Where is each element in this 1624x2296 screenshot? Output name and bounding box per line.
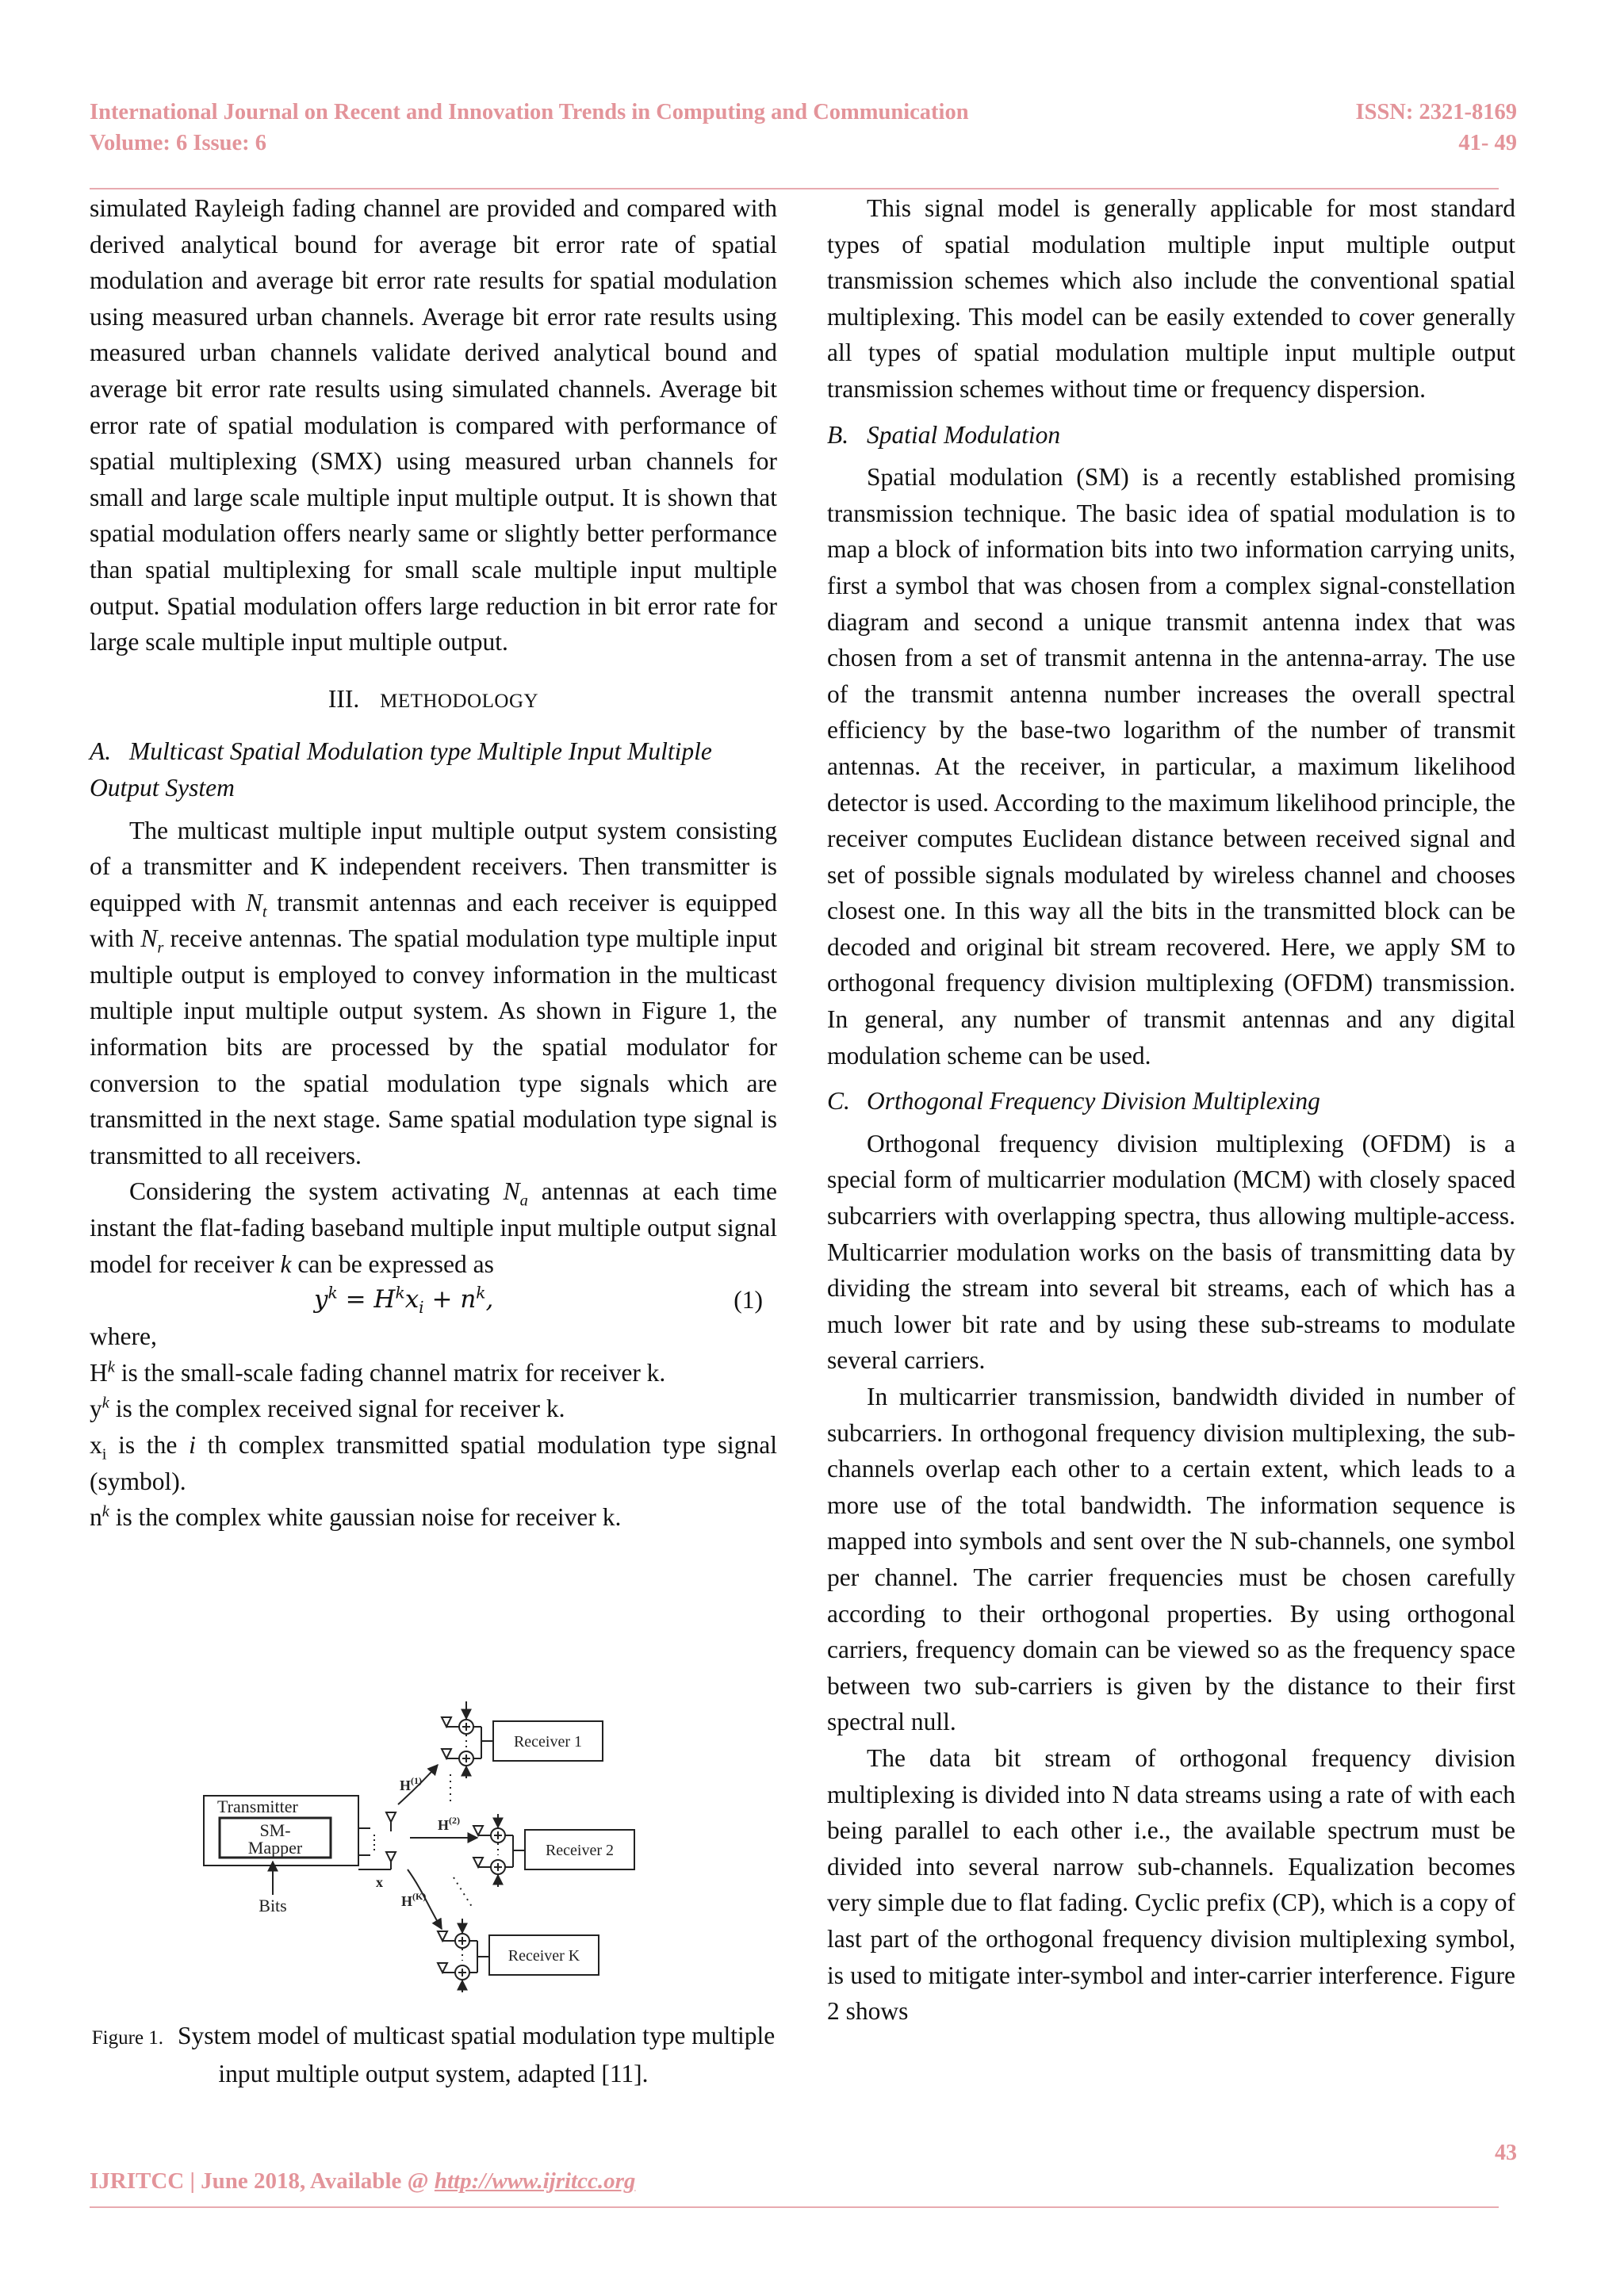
system-paragraph xyxy=(90,813,777,1174)
page-range: 41- 49 xyxy=(1458,131,1517,155)
def-symbol: y xyxy=(90,1395,102,1423)
footer-rule xyxy=(90,2206,1499,2208)
section-heading xyxy=(90,681,777,720)
footer-text: IJRITCC | June 2018, Available @ xyxy=(90,2168,435,2194)
nr-symbol xyxy=(140,924,164,957)
def-sub: i xyxy=(102,1445,107,1464)
eq-x: x xyxy=(404,1285,419,1314)
right-column xyxy=(827,190,1515,2030)
def-text: th complex transmitted spatial modulation type signal (symbol). xyxy=(90,1431,777,1495)
journal-issn: ISSN: 2321-8169 xyxy=(1355,100,1517,124)
eq-sup: k xyxy=(476,1283,486,1303)
section-number: III. xyxy=(327,684,360,713)
text-run: can be expressed as xyxy=(291,1249,494,1278)
subsection-c-heading xyxy=(827,1083,1515,1119)
eq-n: n xyxy=(460,1285,477,1314)
def-symbol: H xyxy=(90,1358,108,1387)
def-symbol: x xyxy=(90,1431,102,1459)
receiver-2-label: Receiver 2 xyxy=(545,1842,615,1859)
subsection-a-title: Multicast Spatial Modulation type Multiple Input Multiple Output System xyxy=(90,737,712,802)
x-label: x xyxy=(376,1874,383,1890)
h-sup: (K) xyxy=(412,1891,427,1902)
receiver-k-label: Receiver K xyxy=(508,1947,580,1965)
text-run: The multicast multiple input multiple output system consisting of a transmitter and K independent receivers. Then transmitter is equipped with xyxy=(90,816,777,916)
subsection-b-label: B. xyxy=(827,420,849,449)
signal-model-paragraph: This signal model is generally applicable for most standard types of spatial modulation multiple input multiple output transmission schemes which also include the conventional spatial multiplexing. This model can be easily extended to cover generally all types of spatial modulation multiple input multiple output transmission schemes without time or frequency dispersion. xyxy=(827,194,1515,403)
definition-x xyxy=(90,1427,777,1499)
subsection-b-title: Spatial Modulation xyxy=(867,420,1061,449)
definition-n xyxy=(90,1499,777,1536)
h2-label xyxy=(438,1815,460,1833)
intro-paragraph: simulated Rayleigh fading channel are provided and compared with derived analytical bound for average bit error rate of spatial modulation and average bit error rate results for spatial modulation using measured urban channels. Average bit error rate results using measured urban channels validate derived analytical bound and average bit error rate results using simulated channels. Average bit error rate of spatial modulation is compared with performance of spatial multiplexing (SMX) using measured urban channels for small and large scale multiple input multiple output. It is shown that spatial modulation offers nearly same or slightly better performance than spatial multiplexing for small scale multiple input multiple output. Spatial modulation offers large reduction in bit error rate for large scale multiple input multiple output. xyxy=(90,194,777,656)
caption-text: System model of multicast spatial modulation type multiple input multiple output system, adapted [11]. xyxy=(177,2022,776,2087)
def-sup: k xyxy=(102,1394,109,1412)
text-run: Considering the system activating xyxy=(129,1177,504,1206)
k-symbol: k xyxy=(280,1249,292,1278)
symbol-sub: t xyxy=(262,902,267,920)
mapper-label-1: SM- xyxy=(259,1820,291,1840)
subsection-a-label: A. xyxy=(90,737,112,766)
def-symbol: n xyxy=(90,1503,102,1532)
caption-label: Figure 1. xyxy=(91,2027,164,2049)
where-label: where, xyxy=(90,1322,157,1351)
ofdm-paragraph-1: Orthogonal frequency division multiplexing (OFDM) is a special form of multicarrier modulation (MCM) with closely spaced subcarriers with overlapping spectra, thus allowing multiple-access. Multicarrier modulation works on the basis of transmitting data by dividing the stream into several bit streams, each of which has a much lower bit rate and by using these sub-streams to modulate several carriers. xyxy=(827,1129,1515,1375)
text-run: transmit antennas and each receiver is equipped with xyxy=(90,888,777,953)
def-italic: i xyxy=(189,1431,196,1459)
def-sup: k xyxy=(107,1358,115,1376)
eq-sup: k xyxy=(395,1283,405,1303)
symbol-sub: r xyxy=(157,939,164,957)
journal-link[interactable]: http://www.ijritcc.org xyxy=(434,2168,636,2194)
symbol-n: N xyxy=(140,924,158,953)
symbol-n: N xyxy=(503,1177,520,1206)
spatial-modulation-paragraph: Spatial modulation (SM) is a recently established promising transmission technique. The basic idea of spatial modulation is to map a block of information bits into two information carrying units, first a symbol that was chosen from a complex signal-constellation diagram and second a unique transmit antenna index that was chosen from a set of transmit antenna in the antenna-array. The use of the transmit antenna number increases the overall spectral efficiency by the base-two logarithm of the number of transmit antennas. At the receiver, in particular, a maximum likelihood detector is used. According to the maximum likelihood principle, the receiver computes Euclidean distance between received signal and set of possible signals modulated by wireless channel and chooses closest one. In this way all the bits in the transmitted block can be decoded and original bit stream recovered. Here, we apply SM to orthogonal frequency division multiplexing (OFDM) transmission. In general, any number of transmit antennas and any digital modulation scheme can be used. xyxy=(827,463,1515,1070)
ofdm-paragraph-2: In multicarrier transmission, bandwidth divided in number of subcarriers. In orthogonal frequency division multiplexing, the sub-channels overlap each other to a certain extent, which leads to a more use of the total bandwidth. The information sequence is mapped into symbols and sent over the N sub-channels, one symbol per channel. The carrier frequencies must be chosen carefully according to their orthogonal properties. By using orthogonal carriers, frequency domain can be viewed so as the frequency space between two sub-carriers is given by the distance to their first spectral null. xyxy=(827,1383,1515,1736)
na-symbol xyxy=(503,1177,528,1210)
footer xyxy=(90,2168,635,2195)
definition-h xyxy=(90,1355,777,1391)
eq-h: H xyxy=(373,1285,396,1314)
def-text: is the xyxy=(106,1431,190,1459)
text-run: receive antennas. The spatial modulation type multiple input multiple output is employed to convey information in the multicast multiple input multiple output system. As shown in Figure 1, the information bits are processed by the spatial modulator for conversion to the spatial modulation type signals which are transmitted in the next stage. Same spatial modulation type signal is transmitted to all receivers. xyxy=(90,924,777,1169)
journal-title: International Journal on Recent and Innovation Trends in Computing and Communication xyxy=(90,100,969,124)
def-text: is the small-scale fading channel matrix for receiver k. xyxy=(114,1358,666,1387)
journal-volume: Volume: 6 Issue: 6 xyxy=(90,131,267,155)
h-sup: (1) xyxy=(411,1775,423,1786)
eq-sup: k xyxy=(327,1283,338,1303)
subsection-c-label: C. xyxy=(827,1087,850,1115)
def-sup: k xyxy=(102,1502,109,1521)
text-run: antennas at each time instant the flat-fading baseband multiple input multiple output signal model for receiver xyxy=(90,1177,777,1278)
journal-meta xyxy=(1356,97,1517,159)
subsection-c-title: Orthogonal Frequency Division Multiplexing xyxy=(867,1087,1320,1115)
equation-body: $y^k = H^kx_i + n^k$, xyxy=(314,1283,494,1318)
subsection-a-heading xyxy=(90,733,777,806)
h-symbol: H xyxy=(438,1817,450,1833)
system-model-svg xyxy=(200,1671,715,2004)
page-number: 43 xyxy=(1495,2141,1517,2165)
h-symbol: H xyxy=(401,1893,413,1909)
figure-1-diagram xyxy=(200,1671,715,2004)
header-rule xyxy=(90,188,1499,189)
ofdm-paragraph-3: The data bit stream of orthogonal frequency division multiplexing is divided into N data streams using a rate of with each being parallel to each other i.e., the available spectrum must be divided into several narrow sub-channels. Equalization becomes very simple due to flat fading. Cyclic prefix (CP), which is a copy of last part of the orthogonal frequency division multiplexing symbol, is used to mitigate inter-symbol and inter-carrier interference. Figure 2 shows xyxy=(827,1743,1515,2026)
symbol-sub: a xyxy=(519,1192,528,1210)
nt-symbol xyxy=(245,888,267,920)
transmitter-label: Transmitter xyxy=(217,1797,298,1816)
def-text: is the complex received signal for receiver k. xyxy=(109,1395,565,1423)
section-title: METHODOLOGY xyxy=(380,690,539,712)
def-text: is the complex white gaussian noise for receiver k. xyxy=(109,1503,622,1532)
bits-label: Bits xyxy=(259,1896,287,1915)
equation-number: (1) xyxy=(733,1286,763,1314)
eq-sub: i xyxy=(419,1298,424,1318)
left-column xyxy=(90,190,777,1536)
journal-header xyxy=(90,97,969,159)
h1-label xyxy=(400,1775,422,1793)
receiver-1-label: Receiver 1 xyxy=(513,1733,583,1751)
subsection-b-heading xyxy=(827,417,1515,453)
hk-label xyxy=(401,1891,426,1909)
figure-1-caption xyxy=(90,2018,777,2091)
h-symbol: H xyxy=(400,1777,412,1793)
model-paragraph xyxy=(90,1173,777,1282)
definition-y xyxy=(90,1391,777,1427)
equation-1 xyxy=(90,1282,777,1318)
mapper-label-2: Mapper xyxy=(247,1838,303,1858)
eq-y: y xyxy=(314,1285,328,1314)
h-sup: (2) xyxy=(449,1815,461,1826)
symbol-n: N xyxy=(245,888,262,916)
